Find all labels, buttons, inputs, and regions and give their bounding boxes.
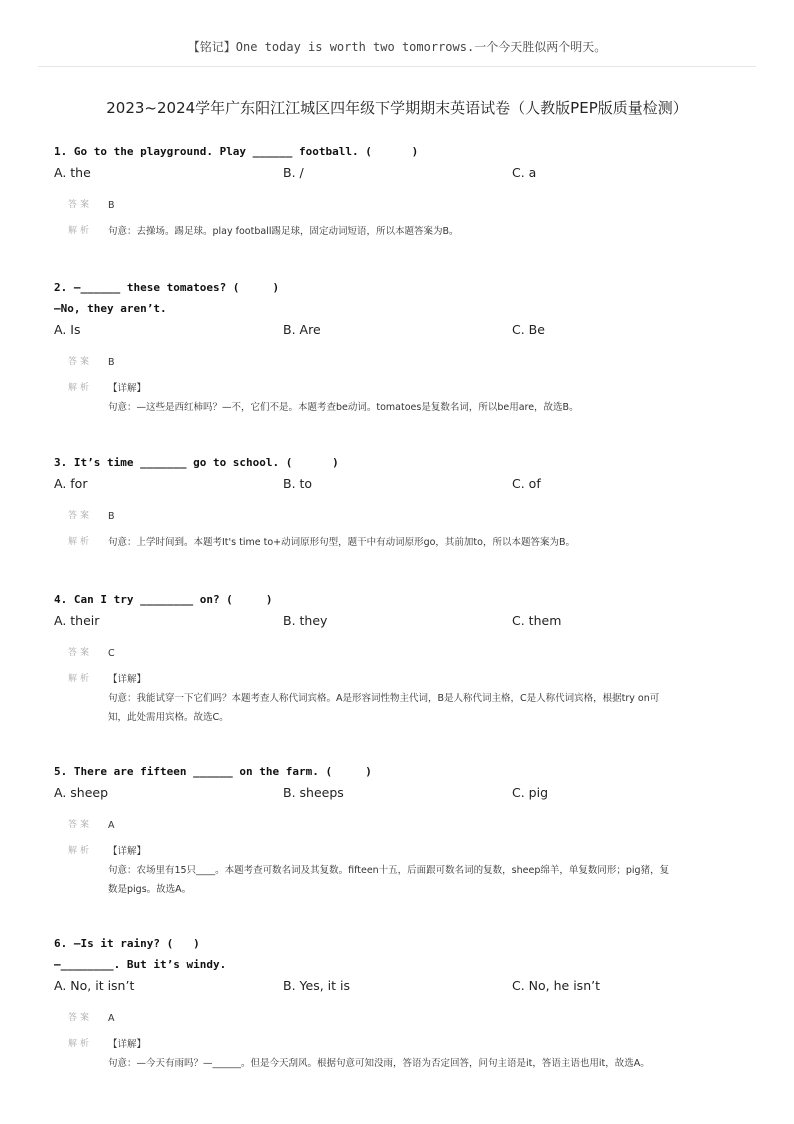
analysis-row [54,222,744,241]
analysis-label: 解析 [68,1039,93,1049]
answer-value: B [108,200,115,211]
answer-label: 答案 [68,1013,93,1023]
answer-value: C [108,648,115,659]
option-c: C. Be [512,322,545,337]
detail-tag: 【详解】 [108,674,147,685]
analysis-label: 解析 [68,674,93,684]
analysis-text-line2: 知，此处需用宾格。故选C。 [108,712,229,723]
detail-tag: 【详解】 [108,383,147,394]
analysis-row [54,533,744,552]
answer-value: B [108,357,115,368]
answer-value: A [108,1013,115,1024]
analysis-text: 句意：农场里有15只____。本题考查可数名词及其复数。fifteen十五，后面跟可数名词的复数，sheep绵羊，单复数同形；pig猪，复 [108,865,670,876]
analysis-text-line2: 数是pigs。故选A。 [108,884,192,895]
question-4 [54,589,744,727]
analysis-text: 句意：—今天有雨吗？—______。但是今天刮风。根据句意可知没雨，答语为否定回答，问句主语是it，答语主语也用it，故选A。 [108,1058,650,1069]
answer-row [54,816,744,835]
answer-row [54,196,744,215]
question-stem: 2. —______ these tomatoes? ( ) [54,281,280,294]
analysis-text: 句意：上学时间到。本题考It's time to+动词原形句型，题干中有动词原形go，其前加to，所以本题答案为B。 [108,537,575,548]
option-a: A. No, it isn’t [54,978,135,993]
question-stem-line2: —No, they aren’t. [54,302,167,315]
analysis-label: 解析 [68,226,93,236]
analysis-label: 解析 [68,383,93,393]
options-row [54,611,744,630]
answer-section [54,644,744,727]
option-a: A. their [54,613,100,628]
option-a: A. Is [54,322,81,337]
question-2 [54,277,744,417]
option-a: A. sheep [54,785,109,800]
page-title: 2023~2024学年广东阳江江城区四年级下学期期末英语试卷（人教版PEP版质量检测） [106,99,688,117]
question-6 [54,933,744,1073]
analysis-text: 句意：去操场。踢足球。play football踢足球，固定动词短语，所以本题答案为B。 [108,226,459,237]
option-c: C. No, he isn’t [512,978,600,993]
option-a: A. the [54,165,91,180]
analysis-label: 解析 [68,846,93,856]
answer-section [54,507,744,552]
answer-section [54,196,744,241]
question-stem: 5. There are fifteen ______ on the farm. ( ) [54,765,372,778]
analysis-row [54,379,744,417]
question-3 [54,452,744,552]
analysis-text: 句意：我能试穿一下它们吗？本题考查人称代词宾格。A是形容词性物主代词，B是人称代词主格，C是人称代词宾格，根据try on可 [108,693,660,704]
answer-label: 答案 [68,200,93,210]
answer-row [54,644,744,663]
analysis-row [54,1035,744,1073]
option-c: C. pig [512,785,549,800]
answer-section [54,816,744,899]
question-stem: 4. Can I try ________ on? ( ) [54,593,273,606]
answer-section [54,1009,744,1073]
option-b: B. to [283,476,313,491]
options-row [54,783,744,802]
question-5 [54,761,744,899]
option-c: C. a [512,165,537,180]
detail-tag: 【详解】 [108,1039,147,1050]
option-b: B. sheeps [283,785,344,800]
question-1 [54,141,744,241]
header-divider [38,66,756,67]
answer-label: 答案 [68,648,93,658]
question-stem: 6. —Is it rainy? ( ) [54,937,200,950]
analysis-text: 句意：—这些是西红柿吗？—不，它们不是。本题考查be动词。tomatoes是复数名词，所以be用are，故选B。 [108,402,579,413]
analysis-label: 解析 [68,537,93,547]
question-stem: 1. Go to the playground. Play ______ football. ( ) [54,145,419,158]
answer-row [54,1009,744,1028]
option-c: C. them [512,613,562,628]
answer-label: 答案 [68,357,93,367]
question-stem-line2: —________. But it’s windy. [54,958,227,971]
detail-tag: 【详解】 [108,846,147,857]
answer-value: A [108,820,115,831]
option-b: B. / [283,165,304,180]
option-b: B. they [283,613,328,628]
question-stem: 3. It’s time _______ go to school. ( ) [54,456,339,469]
answer-label: 答案 [68,511,93,521]
answer-row [54,507,744,526]
options-row [54,976,744,995]
options-row [54,474,744,493]
option-a: A. for [54,476,88,491]
analysis-row [54,670,744,727]
answer-value: B [108,511,115,522]
options-row [54,163,744,182]
option-c: C. of [512,476,541,491]
motto-header: 【铭记】One today is worth two tomorrows.一个今天胜似两个明天。 [187,40,607,54]
answer-label: 答案 [68,820,93,830]
option-b: B. Yes, it is [283,978,350,993]
analysis-row [54,842,744,899]
option-b: B. Are [283,322,321,337]
answer-section [54,353,744,417]
answer-row [54,353,744,372]
options-row [54,320,744,339]
